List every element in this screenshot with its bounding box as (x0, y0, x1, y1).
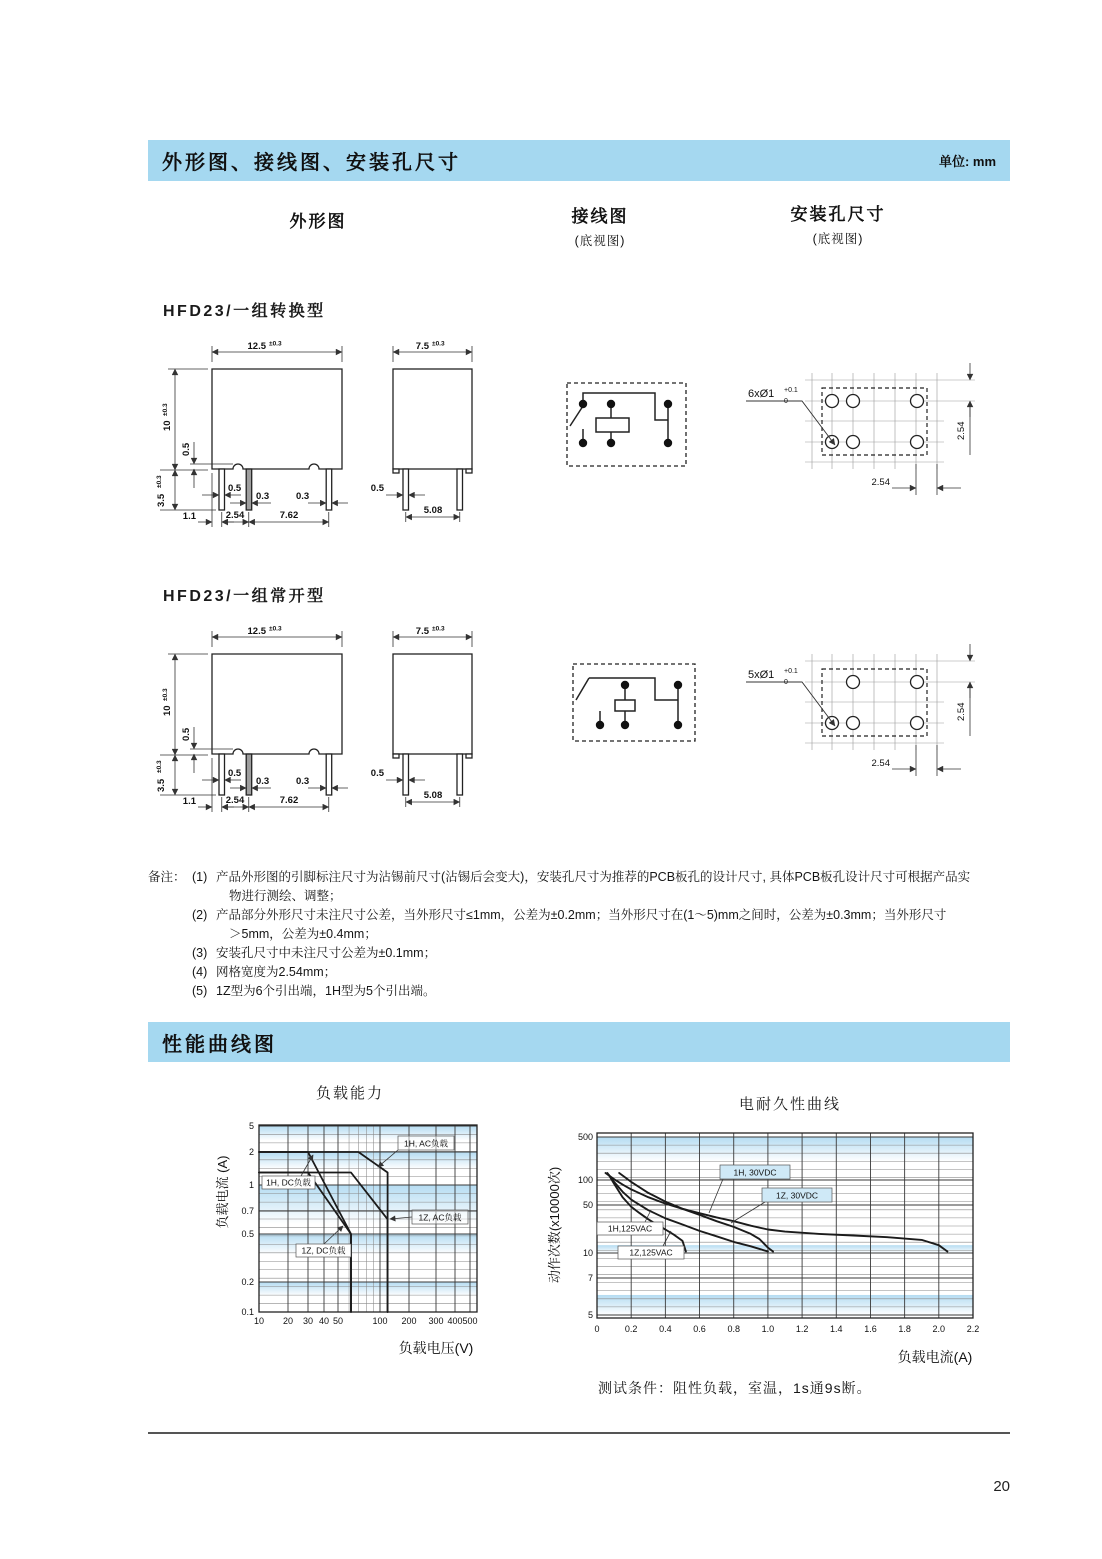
svg-text:500: 500 (577, 1132, 593, 1142)
note-2-line-2: ＞5mm，公差为±0.4mm； (229, 927, 377, 941)
dim-side-width: 7.5 (415, 626, 429, 637)
svg-text:负载电流 (A): 负载电流 (A) (215, 1155, 230, 1229)
dim-height: 10 (162, 705, 173, 716)
outline-drawing-1 (150, 330, 540, 540)
svg-text:1Z, DC负载: 1Z, DC负载 (301, 1245, 346, 1256)
pin-right (326, 469, 332, 510)
page-number: 20 (993, 1478, 1010, 1495)
column-outline: 外形图 (289, 212, 347, 231)
dim-pin-w-left: 0.5 (228, 483, 242, 494)
mounting-holes-1 (740, 355, 1000, 505)
dim-pin-length: 3.5 (156, 493, 167, 507)
mounting-holes-2 (740, 636, 1000, 786)
dim-pin-w-right: 0.3 (296, 776, 310, 787)
column-mounting-label: 安装孔尺寸 (790, 205, 886, 224)
note-2 (216, 906, 1012, 944)
svg-text:2.2: 2.2 (966, 1324, 980, 1334)
test-condition-note: 测试条件：阻性负载，室温，1s通9s断。 (598, 1380, 872, 1396)
endurance-chart (545, 1110, 995, 1380)
section2-title: 性能曲线图 (162, 1033, 277, 1056)
variant1-title: HFD23/一组转换型 (163, 303, 326, 320)
svg-text:1Z,125VAC: 1Z,125VAC (629, 1247, 673, 1258)
section1-header-bar (148, 140, 1010, 181)
hole-tol-up: +0.1 (784, 387, 798, 394)
note-1-line-2: 物进行测绘、调整； (229, 889, 342, 903)
svg-text:0.1: 0.1 (241, 1307, 254, 1317)
svg-text:1H, 30VDC: 1H, 30VDC (733, 1167, 777, 1178)
svg-text:0.7: 0.7 (241, 1206, 254, 1216)
pin-left (219, 754, 225, 795)
column-wiring-label: 接线图 (571, 207, 629, 226)
svg-text:1H, DC负载: 1H, DC负载 (266, 1177, 311, 1188)
hole-count-label: 6xØ1 (748, 388, 775, 400)
column-wiring (540, 202, 660, 249)
dim-hole-pitch-v: 2.54 (956, 421, 967, 440)
svg-text:5: 5 (248, 1121, 254, 1131)
relay-body-side (393, 654, 472, 754)
dim-pin-w-mid: 0.3 (256, 776, 270, 787)
note-num-1: (1) (192, 870, 208, 884)
column-mounting (758, 200, 918, 247)
dim-pitch-small: 2.54 (225, 795, 245, 806)
svg-text:0.2: 0.2 (241, 1277, 254, 1287)
relay-body-front (212, 369, 342, 469)
dim-pitch-small: 2.54 (225, 510, 245, 521)
svg-text:负载电流(A): 负载电流(A) (897, 1349, 973, 1365)
hole-tol-up: +0.1 (784, 668, 798, 675)
holes (826, 395, 924, 449)
svg-text:负载电压(V): 负载电压(V) (398, 1340, 474, 1356)
section2-header-bar (148, 1022, 1010, 1062)
dim-notch: 0.5 (181, 442, 192, 456)
svg-text:1H, AC负载: 1H, AC负载 (404, 1138, 448, 1149)
dim-pin-w-mid: 0.3 (256, 491, 270, 502)
svg-text:30: 30 (302, 1316, 314, 1326)
side-foot-l (393, 754, 399, 758)
svg-text:50: 50 (582, 1200, 593, 1210)
pin-right (326, 754, 332, 795)
pin-mid (246, 469, 252, 510)
dim-hole-pitch-v: 2.54 (956, 702, 967, 721)
dim-front-width-tol: ±0.3 (269, 625, 282, 633)
side-pin-l (403, 469, 409, 510)
holes (826, 676, 924, 730)
note-1-line-1: 产品外形图的引脚标注尺寸为沾锡前尺寸(沾锡后会变大)，安装孔尺寸为推荐的PCB板孔的设计尺寸, 具体PCB板孔设计尺寸可根据产品实 (216, 870, 971, 884)
svg-text:50: 50 (332, 1316, 344, 1326)
side-foot-r (466, 469, 472, 473)
svg-text:5: 5 (587, 1310, 593, 1320)
footer-rule (148, 1432, 1010, 1434)
svg-text:2: 2 (248, 1147, 254, 1157)
dim-edge-offset: 1.1 (182, 511, 196, 522)
note-num-5: (5) (192, 984, 208, 998)
svg-text:10: 10 (582, 1248, 593, 1258)
svg-text:1.8: 1.8 (898, 1324, 911, 1334)
column-wiring-sub: (底视图) (574, 234, 626, 248)
note-2-line-1: 产品部分外形尺寸未注尺寸公差，当外形尺寸≤1mm，公差为±0.2mm；当外形尺寸在(1～5)mm之间时，公差为±0.3mm；当外形尺寸 (216, 908, 947, 922)
dim-notch: 0.5 (181, 727, 192, 741)
svg-text:动作次数(x10000次): 动作次数(x10000次) (547, 1166, 562, 1284)
svg-text:1.6: 1.6 (864, 1324, 877, 1334)
svg-text:1Z, AC负载: 1Z, AC负载 (418, 1212, 462, 1223)
column-mounting-sub: (底视图) (812, 232, 864, 246)
svg-text:0.2: 0.2 (624, 1324, 638, 1334)
note-5: 1Z型为6个引出端，1H型为5个引出端。 (216, 984, 436, 998)
hole-tol-dn: 0 (784, 679, 788, 686)
hole-tol-dn: 0 (784, 398, 788, 405)
note-num-2: (2) (192, 908, 208, 922)
variant2-title: HFD23/一组常开型 (163, 588, 326, 605)
svg-text:100: 100 (372, 1316, 388, 1326)
dim-hole-pitch-h: 2.54 (871, 758, 890, 769)
coil-symbol (615, 700, 635, 711)
dim-side-pitch: 5.08 (423, 505, 443, 516)
svg-text:1.0: 1.0 (761, 1324, 775, 1334)
wiring-diagram-1z (555, 375, 700, 475)
svg-text:1H,125VAC: 1H,125VAC (607, 1223, 653, 1234)
dim-pitch-large: 7.62 (279, 795, 299, 806)
relay-body-side (393, 369, 472, 469)
dim-side-pin-w: 0.5 (370, 768, 384, 779)
dim-side-width-tol: ±0.3 (432, 340, 445, 348)
pin-left (219, 469, 225, 510)
svg-text:400: 400 (447, 1316, 463, 1326)
wiring-diagram-1h (565, 655, 710, 755)
dim-hole-pitch-h: 2.54 (871, 477, 890, 488)
section1-title: 外形图、接线图、安装孔尺寸 (162, 152, 461, 174)
dim-pitch-large: 7.62 (279, 510, 299, 521)
dim-side-pitch: 5.08 (423, 790, 443, 801)
pin-mid (246, 754, 252, 795)
wiring-terminals (596, 681, 682, 729)
svg-text:1.4: 1.4 (830, 1324, 843, 1334)
load-capacity-chart (200, 1110, 500, 1370)
coil-symbol (596, 418, 629, 432)
svg-text:10: 10 (253, 1316, 265, 1326)
side-pin-r (457, 469, 463, 510)
svg-text:100: 100 (577, 1175, 593, 1185)
notes-label: 备注： (148, 870, 186, 884)
svg-text:1Z, 30VDC: 1Z, 30VDC (775, 1190, 819, 1201)
note-4: 网格宽度为2.54mm； (216, 965, 337, 979)
dim-height-tol: ±0.3 (162, 688, 169, 701)
relay-body-front (212, 654, 342, 754)
dim-side-width: 7.5 (415, 341, 429, 352)
svg-text:0.8: 0.8 (727, 1324, 740, 1334)
dim-height: 10 (162, 420, 173, 431)
dim-edge-offset: 1.1 (182, 796, 196, 807)
svg-text:500: 500 (462, 1316, 478, 1326)
side-foot-l (393, 469, 399, 473)
svg-text:20: 20 (282, 1316, 294, 1326)
note-3: 安装孔尺寸中未注尺寸公差为±0.1mm； (216, 946, 437, 960)
side-pin-r (457, 754, 463, 795)
svg-text:1: 1 (248, 1180, 254, 1190)
side-pin-l (403, 754, 409, 795)
dim-height-tol: ±0.3 (162, 403, 169, 416)
svg-text:2.0: 2.0 (932, 1324, 946, 1334)
dim-side-pin-w: 0.5 (370, 483, 384, 494)
side-foot-r (466, 754, 472, 758)
chart2-title: 电耐久性曲线 (738, 1096, 841, 1113)
chart1-title: 负载能力 (315, 1085, 384, 1102)
outline-drawing-2 (150, 615, 540, 825)
dim-pin-w-left: 0.5 (228, 768, 242, 779)
note-num-4: (4) (192, 965, 208, 979)
dim-front-width: 12.5 (247, 341, 266, 352)
dim-front-width: 12.5 (247, 626, 266, 637)
dim-pin-length-tol: ±0.3 (156, 475, 163, 488)
svg-text:0: 0 (594, 1324, 600, 1334)
svg-text:1.2: 1.2 (795, 1324, 809, 1334)
dim-front-width-tol: ±0.3 (269, 340, 282, 348)
svg-text:0.4: 0.4 (659, 1324, 672, 1334)
dim-pin-length-tol: ±0.3 (156, 760, 163, 773)
dim-side-width-tol: ±0.3 (432, 625, 445, 633)
unit-label: 单位: mm (938, 154, 996, 169)
notes-block (148, 868, 1012, 1001)
note-num-3: (3) (192, 946, 208, 960)
svg-text:0.5: 0.5 (241, 1229, 254, 1239)
svg-text:300: 300 (428, 1316, 444, 1326)
hole-count-label: 5xØ1 (748, 669, 775, 681)
svg-text:200: 200 (401, 1316, 417, 1326)
svg-text:40: 40 (318, 1316, 330, 1326)
svg-text:7: 7 (587, 1273, 593, 1283)
note-1 (216, 868, 1012, 906)
dim-pin-length: 3.5 (156, 778, 167, 792)
svg-text:0.6: 0.6 (693, 1324, 706, 1334)
dim-pin-w-right: 0.3 (296, 491, 310, 502)
